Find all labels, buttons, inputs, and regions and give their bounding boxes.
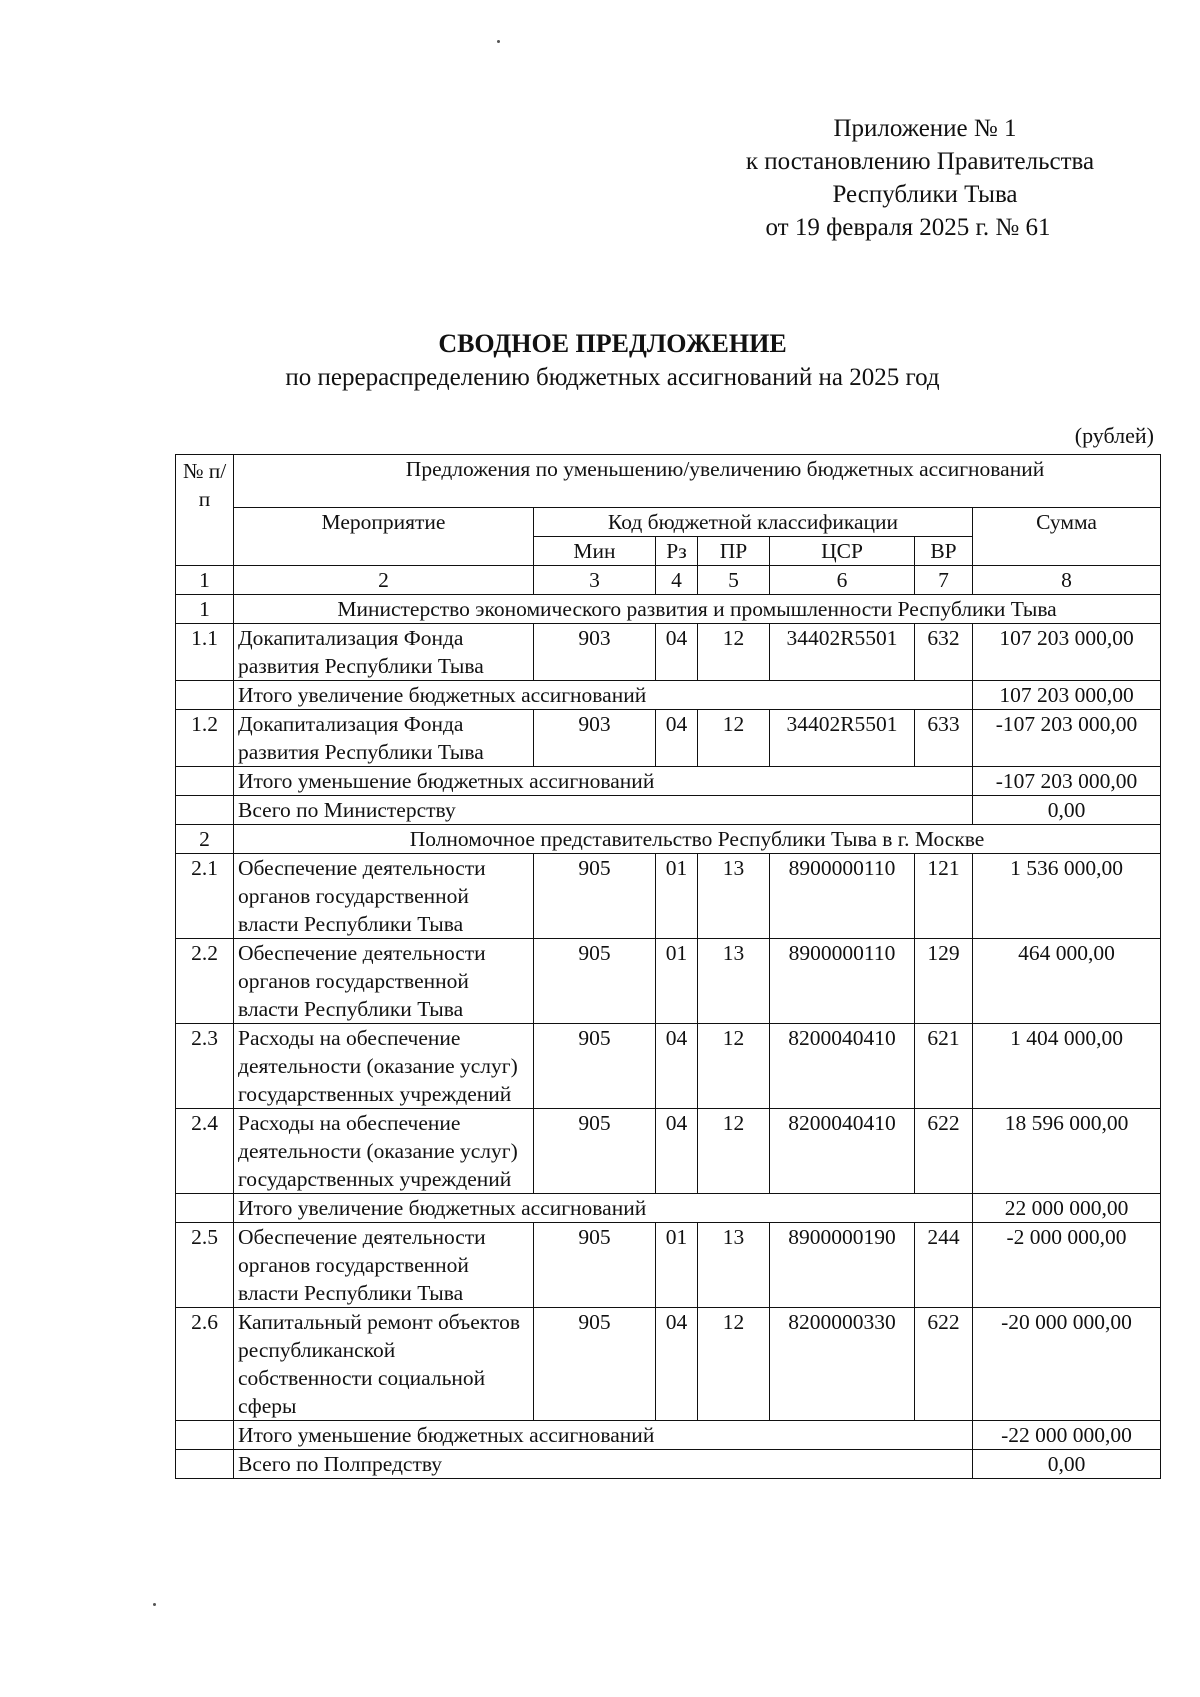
increase-total-sum: 22 000 000,00 — [973, 1194, 1161, 1223]
table-body — [176, 455, 1161, 1479]
header-pr: ПР — [698, 537, 770, 566]
grand-total-sum: 0,00 — [973, 1450, 1161, 1479]
row-sum: 464 000,00 — [973, 939, 1161, 1024]
row-number: 2.2 — [176, 939, 234, 1024]
decrease-total-label: Итого уменьшение бюджетных ассигнований — [234, 1421, 973, 1450]
row-min-code: 905 — [534, 939, 656, 1024]
column-number: 4 — [656, 566, 698, 595]
table-row — [176, 1024, 1161, 1109]
row-csr-code: 8200040410 — [770, 1024, 915, 1109]
row-vr-code: 622 — [915, 1308, 973, 1421]
row-number: 1.2 — [176, 710, 234, 767]
row-pr-code: 13 — [698, 939, 770, 1024]
row-activity: Капитальный ремонт объектов республиканской собственности социальной сферы — [234, 1308, 534, 1421]
row-min-code: 905 — [534, 1308, 656, 1421]
section-number: 2 — [176, 825, 234, 854]
column-number: 6 — [770, 566, 915, 595]
header-csr: ЦСР — [770, 537, 915, 566]
section-name: Министерство экономического развития и промышленности Республики Тыва — [234, 595, 1161, 624]
table-row — [176, 710, 1161, 767]
column-number: 7 — [915, 566, 973, 595]
row-rz-code: 04 — [656, 1024, 698, 1109]
appendix-number: Приложение № 1 — [833, 115, 1017, 142]
row-rz-code: 04 — [656, 710, 698, 767]
row-activity: Обеспечение деятельности органов государственной власти Республики Тыва — [234, 939, 534, 1024]
row-csr-code: 34402R5501 — [770, 710, 915, 767]
row-min-code: 905 — [534, 1223, 656, 1308]
row-csr-code: 8900000190 — [770, 1223, 915, 1308]
header-activity: Мероприятие — [234, 508, 534, 566]
column-number: 2 — [234, 566, 534, 595]
row-sum: -2 000 000,00 — [973, 1223, 1161, 1308]
row-min-code: 905 — [534, 1024, 656, 1109]
section-name: Полномочное представительство Республики Тыва в г. Москве — [234, 825, 1161, 854]
decrease-total — [176, 1421, 1161, 1450]
document-subtitle: по перераспределению бюджетных ассигнований на 2025 год — [285, 364, 940, 391]
row-min-code: 905 — [534, 1109, 656, 1194]
row-sum: 107 203 000,00 — [973, 624, 1161, 681]
column-number: 1 — [176, 566, 234, 595]
row-csr-code: 8200000330 — [770, 1308, 915, 1421]
header-min: Мин — [534, 537, 656, 566]
row-csr-code: 8200040410 — [770, 1109, 915, 1194]
row-sum: -107 203 000,00 — [973, 710, 1161, 767]
header-row-proposals — [176, 455, 1161, 508]
header-vr: ВР — [915, 537, 973, 566]
header-code: Код бюджетной классификации — [534, 508, 973, 537]
row-rz-code: 04 — [656, 1109, 698, 1194]
row-pr-code: 13 — [698, 854, 770, 939]
section-header-representation — [176, 825, 1161, 854]
increase-total-label: Итого увеличение бюджетных ассигнований — [234, 1194, 973, 1223]
row-sum: -20 000 000,00 — [973, 1308, 1161, 1421]
row-activity: Расходы на обеспечение деятельности (оказание услуг) государственных учреждений — [234, 1024, 534, 1109]
grand-total-label: Всего по Полпредству — [234, 1450, 973, 1479]
row-vr-code: 121 — [915, 854, 973, 939]
document-title: СВОДНОЕ ПРЕДЛОЖЕНИЕ — [438, 329, 787, 358]
appendix-resolution: к постановлению Правительства — [745, 148, 1095, 175]
row-csr-code: 8900000110 — [770, 854, 915, 939]
row-pr-code: 13 — [698, 1223, 770, 1308]
table-row — [176, 1109, 1161, 1194]
row-activity: Расходы на обеспечение деятельности (оказание услуг) государственных учреждений — [234, 1109, 534, 1194]
row-vr-code: 129 — [915, 939, 973, 1024]
row-number: 2.1 — [176, 854, 234, 939]
grand-total — [176, 1450, 1161, 1479]
decrease-total-sum: -22 000 000,00 — [973, 1421, 1161, 1450]
increase-total-label: Итого увеличение бюджетных ассигнований — [234, 681, 973, 710]
row-sum: 1 536 000,00 — [973, 854, 1161, 939]
row-number: 2.4 — [176, 1109, 234, 1194]
row-vr-code: 621 — [915, 1024, 973, 1109]
appendix-date: от 19 февраля 2025 г. № 61 — [765, 214, 1051, 241]
row-vr-code: 632 — [915, 624, 973, 681]
scan-speck — [153, 1603, 156, 1606]
row-pr-code: 12 — [698, 1024, 770, 1109]
row-pr-code: 12 — [698, 624, 770, 681]
increase-total — [176, 681, 1161, 710]
column-numbers-row — [176, 566, 1161, 595]
row-csr-code: 8900000110 — [770, 939, 915, 1024]
empty-cell — [176, 681, 234, 710]
row-rz-code: 04 — [656, 1308, 698, 1421]
row-activity: Докапитализация Фонда развития Республики Тыва — [234, 624, 534, 681]
row-pr-code: 12 — [698, 1109, 770, 1194]
column-number: 3 — [534, 566, 656, 595]
column-number: 8 — [973, 566, 1161, 595]
appendix-block — [690, 112, 1150, 244]
row-csr-code: 34402R5501 — [770, 624, 915, 681]
section-number: 1 — [176, 595, 234, 624]
table-row — [176, 939, 1161, 1024]
section-header-ministry — [176, 595, 1161, 624]
row-rz-code: 01 — [656, 854, 698, 939]
row-number: 2.5 — [176, 1223, 234, 1308]
increase-total — [176, 1194, 1161, 1223]
scan-speck — [497, 40, 500, 43]
grand-total-label: Всего по Министерству — [234, 796, 973, 825]
header-num: № п/п — [176, 455, 234, 566]
grand-total — [176, 796, 1161, 825]
header-sum: Сумма — [973, 508, 1161, 566]
row-sum: 18 596 000,00 — [973, 1109, 1161, 1194]
row-min-code: 903 — [534, 710, 656, 767]
row-rz-code: 01 — [656, 1223, 698, 1308]
increase-total-sum: 107 203 000,00 — [973, 681, 1161, 710]
row-pr-code: 12 — [698, 1308, 770, 1421]
row-number: 1.1 — [176, 624, 234, 681]
header-proposals: Предложения по уменьшению/увеличению бюджетных ассигнований — [234, 455, 1161, 508]
empty-cell — [176, 767, 234, 796]
empty-cell — [176, 796, 234, 825]
empty-cell — [176, 1194, 234, 1223]
empty-cell — [176, 1421, 234, 1450]
row-activity: Обеспечение деятельности органов государственной власти Республики Тыва — [234, 854, 534, 939]
decrease-total-sum: -107 203 000,00 — [973, 767, 1161, 796]
header-rz: Рз — [656, 537, 698, 566]
row-min-code: 905 — [534, 854, 656, 939]
empty-cell — [176, 1450, 234, 1479]
row-vr-code: 622 — [915, 1109, 973, 1194]
row-activity: Обеспечение деятельности органов государственной власти Республики Тыва — [234, 1223, 534, 1308]
table-row — [176, 1223, 1161, 1308]
row-min-code: 903 — [534, 624, 656, 681]
column-number: 5 — [698, 566, 770, 595]
row-vr-code: 244 — [915, 1223, 973, 1308]
row-rz-code: 01 — [656, 939, 698, 1024]
row-vr-code: 633 — [915, 710, 973, 767]
row-sum: 1 404 000,00 — [973, 1024, 1161, 1109]
budget-table — [175, 454, 1161, 1479]
decrease-total — [176, 767, 1161, 796]
header-row-main — [176, 508, 1161, 537]
table-row — [176, 1308, 1161, 1421]
row-number: 2.3 — [176, 1024, 234, 1109]
row-activity: Докапитализация Фонда развития Республики Тыва — [234, 710, 534, 767]
table-row — [176, 854, 1161, 939]
table-row — [176, 624, 1161, 681]
row-rz-code: 04 — [656, 624, 698, 681]
units-label: (рублей) — [1074, 423, 1154, 448]
appendix-republic: Республики Тыва — [832, 181, 1018, 208]
row-number: 2.6 — [176, 1308, 234, 1421]
grand-total-sum: 0,00 — [973, 796, 1161, 825]
decrease-total-label: Итого уменьшение бюджетных ассигнований — [234, 767, 973, 796]
row-pr-code: 12 — [698, 710, 770, 767]
